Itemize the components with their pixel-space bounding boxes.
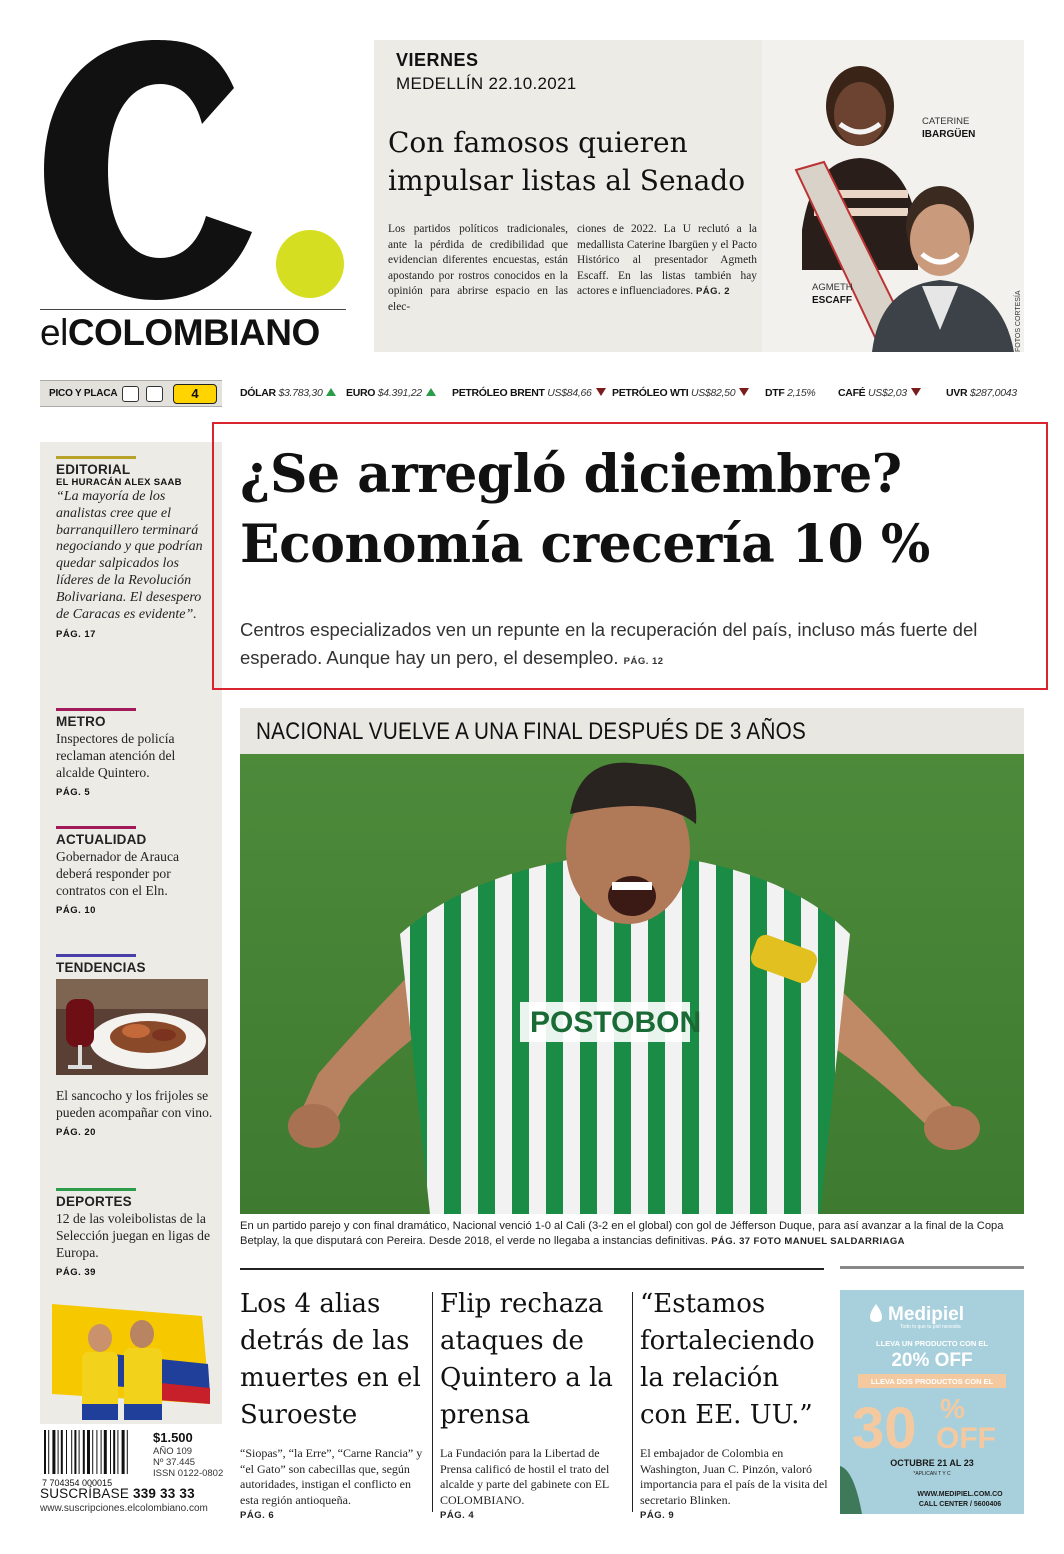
car-icon (122, 386, 139, 402)
section-bar (56, 954, 136, 957)
person2-last: ESCAFF (812, 295, 852, 306)
ad-brand: Medipiel (888, 1304, 965, 1325)
barcode-bar (113, 1430, 115, 1474)
issn: ISSN 0122-0802 (153, 1468, 224, 1479)
section-title: DEPORTES (56, 1194, 132, 1209)
page-ref[interactable]: PÁG. 6 (240, 1510, 275, 1521)
sidebar-tendencias[interactable] (56, 954, 214, 1138)
page-ref[interactable]: PÁG. 4 (440, 1510, 475, 1521)
up-arrow-icon (326, 388, 336, 396)
ad-website: WWW.MEDIPIEL.COM.CO (917, 1491, 1003, 1498)
ad-offer2-percent: % (940, 1393, 965, 1424)
up-arrow-icon (426, 388, 436, 396)
page-ref[interactable]: PÁG. 10 (56, 905, 96, 916)
story-flip[interactable] (440, 1286, 630, 1524)
food-wine-photo (56, 979, 208, 1075)
page-ref[interactable]: PÁG. 2 (695, 286, 731, 298)
barcode-bar (96, 1430, 97, 1474)
barcode-bar (104, 1430, 107, 1474)
pico-y-placa (40, 380, 222, 407)
sports-caption (240, 1219, 1024, 1249)
medipiel-ad[interactable] (840, 1290, 1024, 1514)
subscribe-url[interactable]: www.suscripciones.elcolombiano.com (40, 1503, 208, 1514)
barcode (40, 1428, 150, 1488)
market-ticker (40, 380, 1024, 407)
promo-headline[interactable]: Con famosos quieren impulsar listas al Senado (388, 126, 746, 197)
sports-photo (240, 754, 1024, 1214)
ad-offer1-pct: 20% OFF (891, 1350, 973, 1371)
ticker-dtf: DTF 2,15% (765, 387, 816, 399)
subscribe-label: SUSCRÍBASE (40, 1486, 130, 1501)
section-bar (56, 708, 136, 711)
masthead-rule (40, 309, 346, 310)
page-ref[interactable]: PÁG. 12 (623, 656, 664, 667)
barcode-digits: 7 704354 000015 (42, 1478, 113, 1488)
promo-box[interactable] (374, 40, 1024, 352)
page-ref[interactable]: PÁG. 5 (56, 787, 91, 798)
section-title: ACTUALIDAD (56, 832, 147, 847)
ticker-uvr: UVR $287,0043 (946, 387, 1017, 399)
barcode-bar (101, 1430, 102, 1474)
down-arrow-icon (911, 388, 921, 396)
section-title: TENDENCIAS (56, 960, 146, 975)
promo-photo (762, 40, 1024, 352)
sports-caption-text: En un partido parejo y con final dramático, Nacional venció 1-0 al Cali (3-2 en el global) con gol de Jéfferson Duque, para así avanzar a la final de la Copa Betplay, la que disputará con Pereira. Desde 2018, el verde no llegaba a instancias definitivas. (240, 1220, 1004, 1247)
ad-dates: OCTUBRE 21 AL 23 (890, 1458, 974, 1468)
editorial-quote: “La mayoría de los analistas cree que el barranquillero terminará negociando y que podrían quedar salpicados los líderes de la Revolución Bolivariana. El desespero de Caracas es evidente”. (56, 489, 203, 622)
photo-credit: FOTO MANUEL SALDARRIAGA (753, 1236, 905, 1247)
ticker-euro: EURO $4.391,22 (346, 387, 436, 399)
sidebar-metro[interactable] (56, 708, 214, 798)
barcode-bar (48, 1430, 49, 1474)
promo-text-col2-body: ciones de 2022. La U reclutó a la medallista Caterine Ibargüen y el Pacto Histórico al presentador Agmeth Escaff. En las listas también hay actores e influenciadores. (577, 223, 757, 298)
pico-label: PICO Y PLACA (49, 388, 118, 399)
promo-text-col1: Los partidos políticos tradicionales, ante la pérdida de credibilidad que evidencian diferentes encuestas, están apostando por rostros conocidos en la opinión para abrirse espacio en las elec- (388, 223, 568, 313)
sidebar-actualidad[interactable] (56, 826, 214, 916)
ticker-brent: PETRÓLEO BRENT US$84,66 (452, 387, 606, 399)
story-headline[interactable]: “Estamos fortaleciendo la relación con EE. UU.” (640, 1289, 815, 1430)
ticker-wti: PETRÓLEO WTI US$82,50 (612, 387, 749, 399)
story-suroeste[interactable] (240, 1286, 430, 1524)
lead-headline-line2: Economía crecería 10 % (240, 514, 930, 575)
column-divider (432, 1292, 433, 1512)
ad-offer2-off: OFF (936, 1422, 996, 1455)
page-ref[interactable]: PÁG. 37 (711, 1236, 751, 1247)
sidebar-deportes[interactable] (56, 1188, 214, 1278)
ad-rule (840, 1266, 1024, 1269)
issue-number: Nº 37.445 (153, 1457, 196, 1468)
section-bar (56, 456, 136, 459)
stories-top-rule (240, 1268, 824, 1270)
barcode-bar (92, 1430, 93, 1474)
masthead-logo[interactable] (38, 40, 348, 300)
edition-day: VIERNES (396, 50, 479, 70)
lead-subhead-text: Centros especializados ven un repunte en la recuperación del país, incluso más fuerte del esperado. Aunque hay un pero, el desempleo. (240, 619, 978, 668)
barcode-bar (58, 1430, 59, 1474)
brand-name: COLOMBIANO (67, 312, 320, 353)
photo-credit: FOTOS CORTESÍA (1015, 290, 1022, 352)
barcode-bar (71, 1430, 72, 1474)
barcode-bar (87, 1430, 90, 1474)
story-summary-text: El embajador de Colombia en Washington, Juan C. Pinzón, valoró importancia para el país de la visita del secretario Blinken. (640, 1446, 828, 1507)
person2-first: AGMETH (812, 282, 853, 293)
logo-dot (276, 230, 344, 298)
barcode-bar (117, 1430, 118, 1474)
story-summary-text: “Siopas”, “la Erre”, “Carne Rancia” y “el Gato” son cabecillas que, según autoridades, instigan el conflicto en esta región antioqueña. (240, 1446, 423, 1507)
logo-c-letter (44, 40, 252, 300)
sports-headline-band[interactable] (240, 708, 1024, 754)
sidebar-editorial[interactable] (56, 456, 214, 640)
person1-last: IBARGÜEN (922, 129, 976, 140)
price: $1.500 (153, 1430, 193, 1445)
sports-headline[interactable]: NACIONAL VUELVE A UNA FINAL DESPUÉS DE 3 AÑOS (256, 718, 806, 745)
page-ref[interactable]: PÁG. 17 (56, 629, 96, 641)
barcode-bar (83, 1430, 85, 1474)
story-summary-text: La Fundación para la Libertad de Prensa calificó de hostil el trato del alcalde y parte del gabinete con EL COLOMBIANO. (440, 1446, 610, 1507)
story-summary (440, 1446, 630, 1524)
column-divider (632, 1292, 633, 1512)
brand-prefix: el (40, 312, 68, 353)
subscribe-phone: 339 33 33 (132, 1486, 195, 1501)
sidebar (40, 442, 222, 1424)
page-ref[interactable]: PÁG. 9 (640, 1510, 675, 1521)
barcode-bar (61, 1430, 63, 1474)
story-summary (240, 1446, 430, 1524)
pico-plate-number: 4 (173, 384, 217, 404)
subscribe-line[interactable] (40, 1486, 195, 1501)
barcode-bar (52, 1430, 55, 1474)
barcode-bar (44, 1430, 46, 1474)
down-arrow-icon (596, 388, 606, 396)
down-arrow-icon (739, 388, 749, 396)
section-bar (56, 1188, 136, 1191)
story-summary (640, 1446, 830, 1524)
page-ref[interactable]: PÁG. 39 (56, 1267, 96, 1278)
issue-year: AÑO 109 (153, 1446, 193, 1457)
barcode-bar (110, 1430, 111, 1474)
ad-offer2-number: 30 (852, 1396, 917, 1461)
story-headline[interactable]: Los 4 alias detrás de las muertes en el Suroeste (240, 1289, 421, 1430)
section-title: EDITORIAL (56, 462, 131, 477)
barcode-bar (122, 1430, 125, 1474)
lead-subhead (240, 616, 1040, 676)
section-summary: El sancocho y los frijoles se pueden acompañar con vino. (56, 1088, 213, 1120)
volleyball-players-photo (52, 1294, 212, 1424)
lead-headline-line1: ¿Se arregló diciembre? (240, 444, 902, 505)
editorial-subhead: EL HURACÁN ALEX SAAB (56, 477, 182, 488)
ad-offer2: LLEVA DOS PRODUCTOS CON EL (870, 1377, 994, 1386)
story-eeuu[interactable] (640, 1286, 830, 1524)
taxi-icon (146, 386, 163, 402)
ticker-dolar: DÓLAR $3.783,30 (240, 387, 336, 399)
jersey-sponsor: POSTOBON (530, 1006, 702, 1039)
edition-date: MEDELLÍN 22.10.2021 (396, 74, 577, 93)
person1-first: CATERINE (922, 116, 970, 127)
story-headline[interactable]: Flip rechaza ataques de Quintero a la prensa (440, 1289, 613, 1430)
ticker-cafe: CAFÉ US$2,03 (838, 387, 921, 399)
lead-story[interactable] (212, 422, 1048, 690)
barcode-bar (79, 1430, 80, 1474)
ad-terms: *APLICAN T Y C (913, 1471, 951, 1477)
masthead-brand[interactable] (40, 312, 320, 354)
barcode-bar (74, 1430, 76, 1474)
ad-callcenter: CALL CENTER / 5600406 (918, 1501, 1002, 1508)
ad-offer1: LLEVA UN PRODUCTO CON EL (876, 1339, 988, 1348)
lead-headline[interactable] (240, 440, 1040, 580)
page-ref[interactable]: PÁG. 20 (56, 1127, 96, 1138)
barcode-bar (66, 1430, 67, 1474)
barcode-bar (127, 1430, 128, 1474)
section-summary: Gobernador de Arauca deberá responder por contratos con el Eln. (56, 849, 180, 898)
section-title: METRO (56, 714, 106, 729)
ad-tagline: Todo lo que tu piel necesita (900, 1324, 961, 1330)
section-summary: Inspectores de policía reclaman atención del alcalde Quintero. (56, 731, 176, 780)
section-summary: 12 de las voleibolistas de la Selección juegan en ligas de Europa. (56, 1211, 211, 1260)
section-bar (56, 826, 136, 829)
promo-text-col2 (577, 222, 757, 300)
